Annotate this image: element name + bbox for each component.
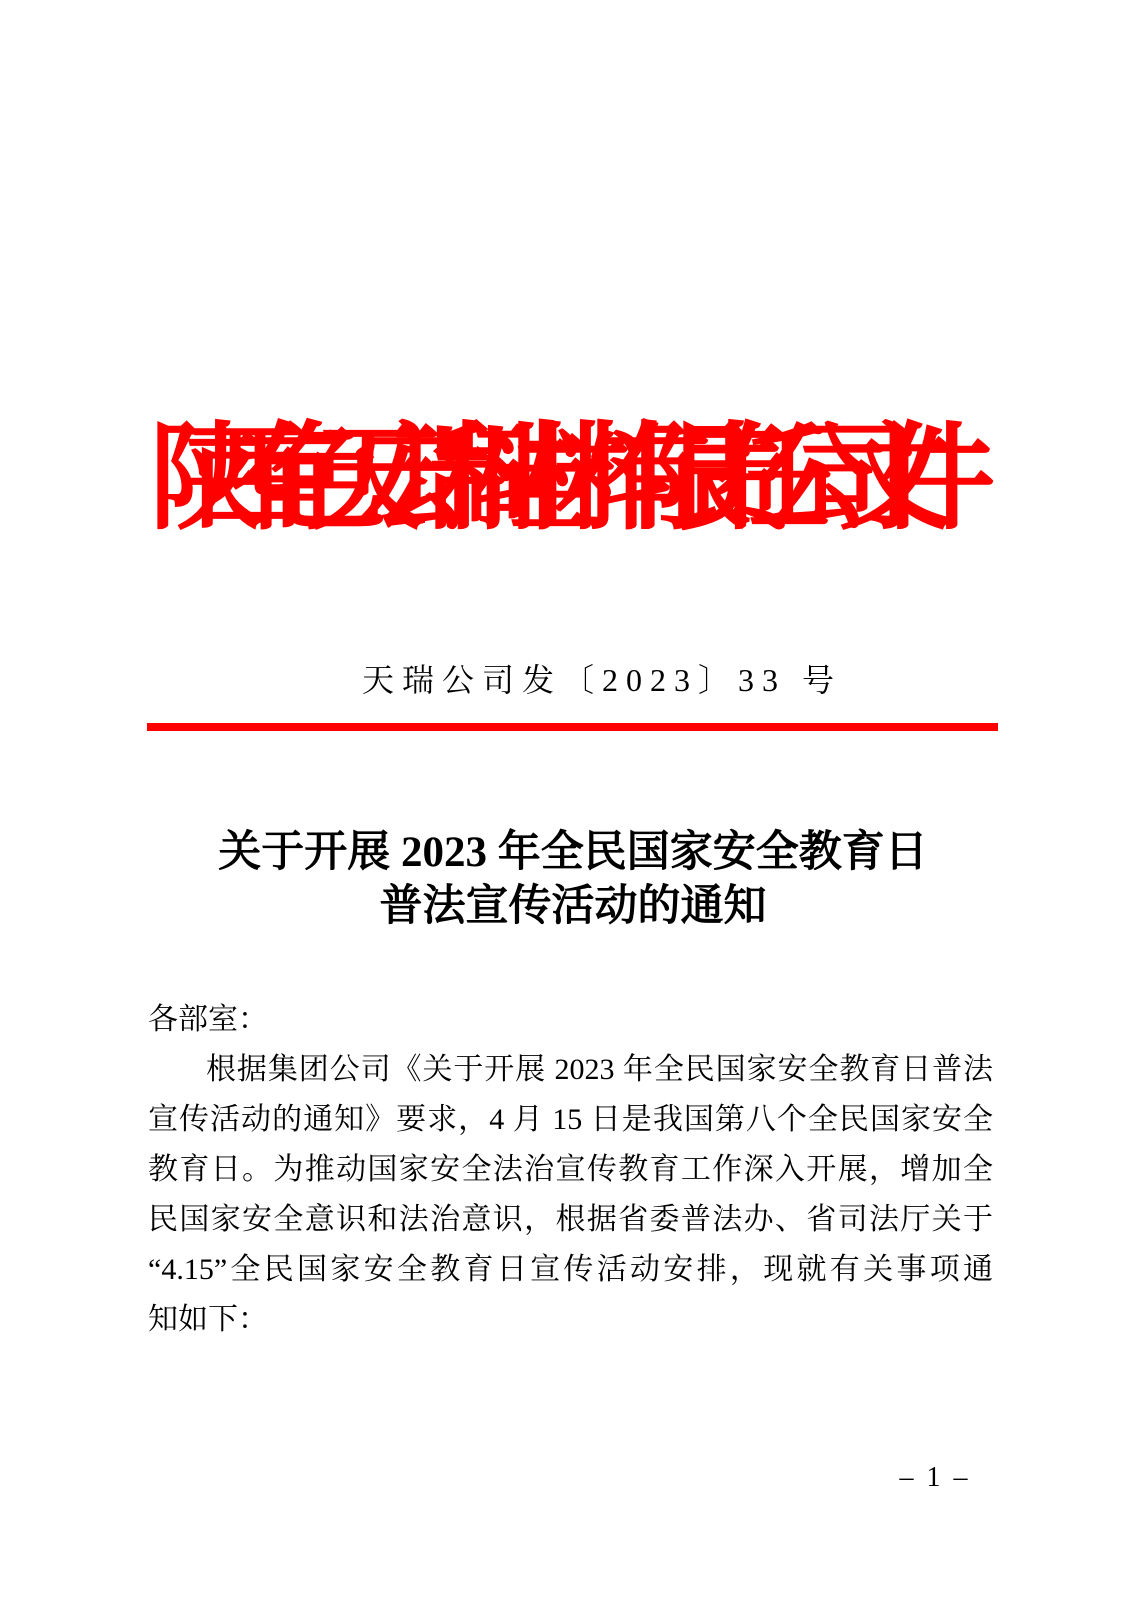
body-text-line: 根据集团公司《关于开展 2023 年全民国家安全教育日普法 — [206, 1053, 993, 1086]
document-number: 天瑞公司发〔2023〕33 号 — [361, 662, 842, 698]
company-banner-text: 陕西有色天宏瑞科硅材料有限责任公司文件 — [149, 416, 995, 540]
body-text-line: 民国家安全意识和法治意识，根据省委普法办、省司法厅关于 — [148, 1203, 993, 1236]
red-divider-line — [147, 723, 998, 731]
document-body — [148, 995, 993, 1345]
body-text-line: 宣传活动的通知》要求，4 月 15 日是我国第八个全民国家安全 — [148, 1103, 993, 1136]
document-title-line-2: 普法宣传活动的通知 — [379, 883, 767, 930]
company-banner — [146, 412, 998, 540]
page-number: – 1 – — [899, 1462, 971, 1493]
body-text-line: 知如下： — [148, 1303, 268, 1336]
body-text-line: “4.15”全民国家安全教育日宣传活动安排，现就有关事项通 — [148, 1253, 993, 1286]
document-title-line-1: 关于开展 2023 年全民国家安全教育日 — [218, 829, 928, 876]
body-text-line: 各部室： — [148, 1003, 268, 1036]
body-text-line: 教育日。为推动国家安全法治宣传教育工作深入开展，增加全 — [148, 1153, 993, 1186]
company-banner-graphic — [146, 412, 998, 540]
document-title — [148, 826, 998, 934]
